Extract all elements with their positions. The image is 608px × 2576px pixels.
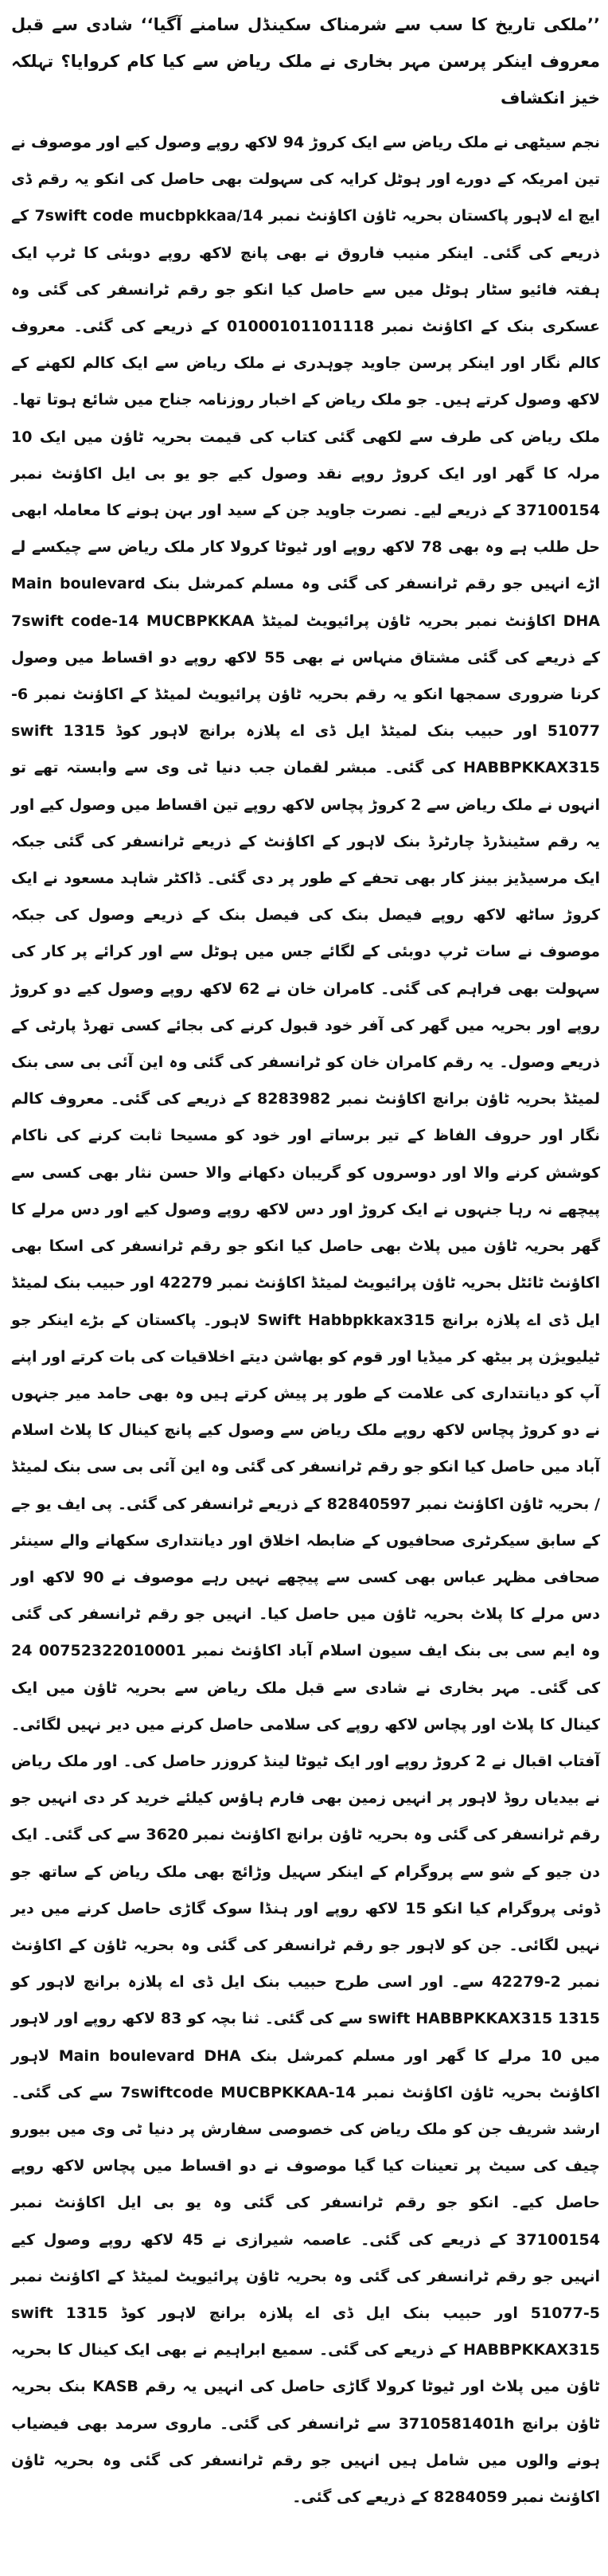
news-article [11,6,600,2515]
article-paragraph: نجم سیٹھی نے ملک ریاض سے ایک کروڑ 94 لاکھ روپے وصول کیے اور موصوف نے تین امریکہ کے دورے اور ہوٹل کرایہ کی سہولت بھی حاصل کی انکو یہ رقم ڈی ایچ اے لاہور پاکستان بحریہ ٹاؤن اکاؤنٹ نمبر 7swift code mucbpkkaa/14 کے ذریعے کی گئی۔ اینکر منیب فاروق نے بھی پانچ لاکھ روپے دوبئی کا ٹرپ ایک ہفتہ فائیو سٹار ہوٹل میں سے حاصل کیا انکو جو رقم ٹرانسفر کی گئی وہ عسکری بنک کے اکاؤنٹ نمبر 01000101101118 کے ذریعے کی گئی۔ معروف کالم نگار اور اینکر پرسن جاوید چوہدری نے ملک ریاض سے ایک کالم لکھنے کے لاکھ وصول کرتے ہیں۔ جو ملک ریاض کے اخبار روزنامہ جناح میں شائع ہوتا تھا۔ ملک ریاض کی طرف سے لکھی گئی کتاب کی قیمت بحریہ ٹاؤن میں ایک 10 مرلہ کا گھر اور ایک کروڑ روپے نقد وصول کیے جو یو بی ایل اکاؤنٹ نمبر 37100154 کے ذریعے لیے۔ نصرت جاوید جن کے سید اور بہن ہونے کا معاملہ ابھی حل طلب ہے وہ بھی 78 لاکھ روپے اور ٹیوٹا کرولا کار ملک ریاض سے چیکسے لے اڑے انہیں جو رقم ٹرانسفر کی گئی وہ مسلم کمرشل بنک Main boulevard DHA اکاؤنٹ نمبر بحریہ ٹاؤن پرائیویٹ لمیٹڈ 7swift code-14 MUCBPKKAA کے ذریعے کی گئی مشتاق منہاس نے بھی 55 لاکھ روپے دو اقساط میں وصول کرنا ضروری سمجھا انکو یہ رقم بحریہ ٹاؤن پرائیویٹ لمیٹڈ کے اکاؤنٹ نمبر 6-51077 اور حبیب بنک لمیٹڈ ایل ڈی اے پلازہ برانچ لاہور کوڈ 1315 swift HABBPKKAX315 کی گئی۔ مبشر لقمان جب دنیا ٹی وی سے وابستہ تھے تو انہوں نے ملک ریاض سے 2 کروڑ پچاس لاکھ روپے تین اقساط میں وصول کیے اور یہ رقم سٹینڈرڈ چارٹرڈ بنک لاہور کے اکاؤنٹ کے ذریعے ٹرانسفر کی گئی جبکہ ایک مرسیڈیز بینز کار بھی تحفے کے طور پر دی گئی۔ ڈاکٹر شاہد مسعود نے ایک کروڑ ساٹھ لاکھ روپے فیصل بنک کی فیصل بنک کے ذریعے وصول کی جبکہ موصوف نے سات ٹرپ دوبئی کے لگائے جس میں ہوٹل سے اور کرائے پر کار کی سہولت بھی فراہم کی گئی۔ کامران خان نے 62 لاکھ روپے وصول کیے دو کروڑ روپے اور بحریہ میں گھر کی آفر خود قبول کرنے کی بجائے کسی تھرڈ پارٹی کے ذریعے وصول۔ یہ رقم کامران خان کو ٹرانسفر کی گئی وہ این آئی بی سی بنک لمیٹڈ بحریہ ٹاؤن برانچ اکاؤنٹ نمبر 8283982 کے ذریعے کی گئی۔ معروف کالم نگار اور حروف الفاظ کے تیر برساتے اور خود کو مسیحا ثابت کرنے کی ناکام کوشش کرنے والا اور دوسروں کو گریبان دکھانے والا حسن نثار بھی کسی سے پیچھے نہ رہا جنہوں نے ایک کروڑ اور دس لاکھ روپے وصول کیے اور دس مرلے کا گھر بحریہ ٹاؤن میں پلاٹ بھی حاصل کیا انکو جو رقم ٹرانسفر کی اسکا بھی اکاؤنٹ ٹائٹل بحریہ ٹاؤن پرائیویٹ لمیٹڈ اکاؤنٹ نمبر 42279 اور حبیب بنک لمیٹڈ ایل ڈی اے پلازہ برانچ Swift Habbpkkax315 لاہور۔ پاکستان کے بڑے اینکر جو ٹیلیویژن پر بیٹھ کر میڈیا اور قوم کو بھاشن دیتے اخلاقیات کی بات کرتے اور اپنے آپ کو دیانتداری کی علامت کے طور پر پیش کرتے ہیں وہ بھی حامد میر جنہوں نے دو کروڑ پچاس لاکھ روپے ملک ریاض سے وصول کیے پانچ کینال کا پلاٹ اسلام آباد میں حاصل کیا انکو جو رقم ٹرانسفر کی گئی وہ این آئی بی سی بنک لمیٹڈ / بحریہ ٹاؤن اکاؤنٹ نمبر 82840597 کے ذریعے ٹرانسفر کی گئی۔ پی ایف یو جے کے سابق سیکرٹری صحافیوں کے ضابطہ اخلاق اور دیانتداری سکھانے والے سینئر صحافی مظہر عباس بھی کسی سے پیچھے نہیں رہے موصوف نے 90 لاکھ اور دس مرلے کا پلاٹ بحریہ ٹاؤن میں حاصل کیا۔ انہیں جو رقم ٹرانسفر کی گئی وہ ایم سی بی بنک ایف سیون اسلام آباد اکاؤنٹ نمبر 00752322010001 24 کی گئی۔ مہر بخاری نے شادی سے قبل ملک ریاض سے بحریہ ٹاؤن میں ایک کینال کا پلاٹ اور پچاس لاکھ روپے کی سلامی حاصل کرنے میں دیر نہیں لگائی۔ آفتاب اقبال نے 2 کروڑ روپے اور ایک ٹیوٹا لینڈ کروزر حاصل کی۔ اور ملک ریاض نے بیدیاں روڈ لاہور پر انہیں زمین بھی فارم ہاؤس کیلئے خرید کر دی انہیں جو رقم ٹرانسفر کی گئی وہ بحریہ ٹاؤن برانچ اکاؤنٹ نمبر 3620 سے کی گئی۔ ایک دن جیو کے شو سے پروگرام کے اینکر سہیل وڑائچ بھی ملک ریاض کے ساتھ جو ڈوئی پروگرام کیا انکو 15 لاکھ روپے اور ہنڈا سوک گاڑی حاصل کرنے میں دیر نہیں لگائی۔ جن کو لاہور جو رقم ٹرانسفر کی گئی وہ بحریہ ٹاؤن کے اکاؤنٹ نمبر 2-42279 سے۔ اور اسی طرح حبیب بنک ایل ڈی اے پلازہ برانچ لاہور کو 1315 swift HABBPKKAX315 سے کی گئی۔ ثنا بچہ کو 83 لاکھ روپے اور لاہور میں 10 مرلے کا گھر اور مسلم کمرشل بنک Main boulevard DHA لاہور اکاؤنٹ بحریہ ٹاؤن اکاؤنٹ نمبر 7swiftcode MUCBPKKAA-14 سے کی گئی۔ ارشد شریف جن کو ملک ریاض کی خصوصی سفارش پر دنیا ٹی وی میں بیورو چیف کی سیٹ پر تعینات کیا گیا موصوف نے دو اقساط میں پچاس لاکھ روپے حاصل کیے۔ انکو جو رقم ٹرانسفر کی گئی وہ یو بی ایل اکاؤنٹ نمبر 37100154 کے ذریعے کی گئی۔ عاصمہ شیرازی نے 45 لاکھ روپے وصول کیے انہیں جو رقم ٹرانسفر کی گئی وہ بحریہ ٹاؤن پرائیویٹ لمیٹڈ کے اکاؤنٹ نمبر 5-51077 اور حبیب بنک ایل ڈی اے پلازہ برانچ لاہور کوڈ 1315 swift HABBPKKAX315 کے ذریعے کی گئی۔ سمیع ابراہیم نے بھی ایک کینال کا بحریہ ٹاؤن میں پلاٹ اور ٹیوٹا کرولا گاڑی حاصل کی انہیں یہ رقم KASB بنک بحریہ ٹاؤن برانچ 3710581401h سے ٹرانسفر کی گئی۔ ماروی سرمد بھی فیضیاب ہونے والوں میں شامل ہیں انہیں جو رقم ٹرانسفر کی گئی وہ بحریہ ٹاؤن اکاؤنٹ نمبر 8284059 کے ذریعے کی گئی۔ [11,134,601,2506]
article-body [11,124,600,2515]
article-headline: ’’ملکی تاریخ کا سب سے شرمناک سکینڈل سامنے آگیا‘‘ شادی سے قبل معروف اینکر پرسن مہر بخاری نے ملک ریاض سے کیا کام کروایا؟ تہلکہ خیز انکشاف [11,15,600,107]
